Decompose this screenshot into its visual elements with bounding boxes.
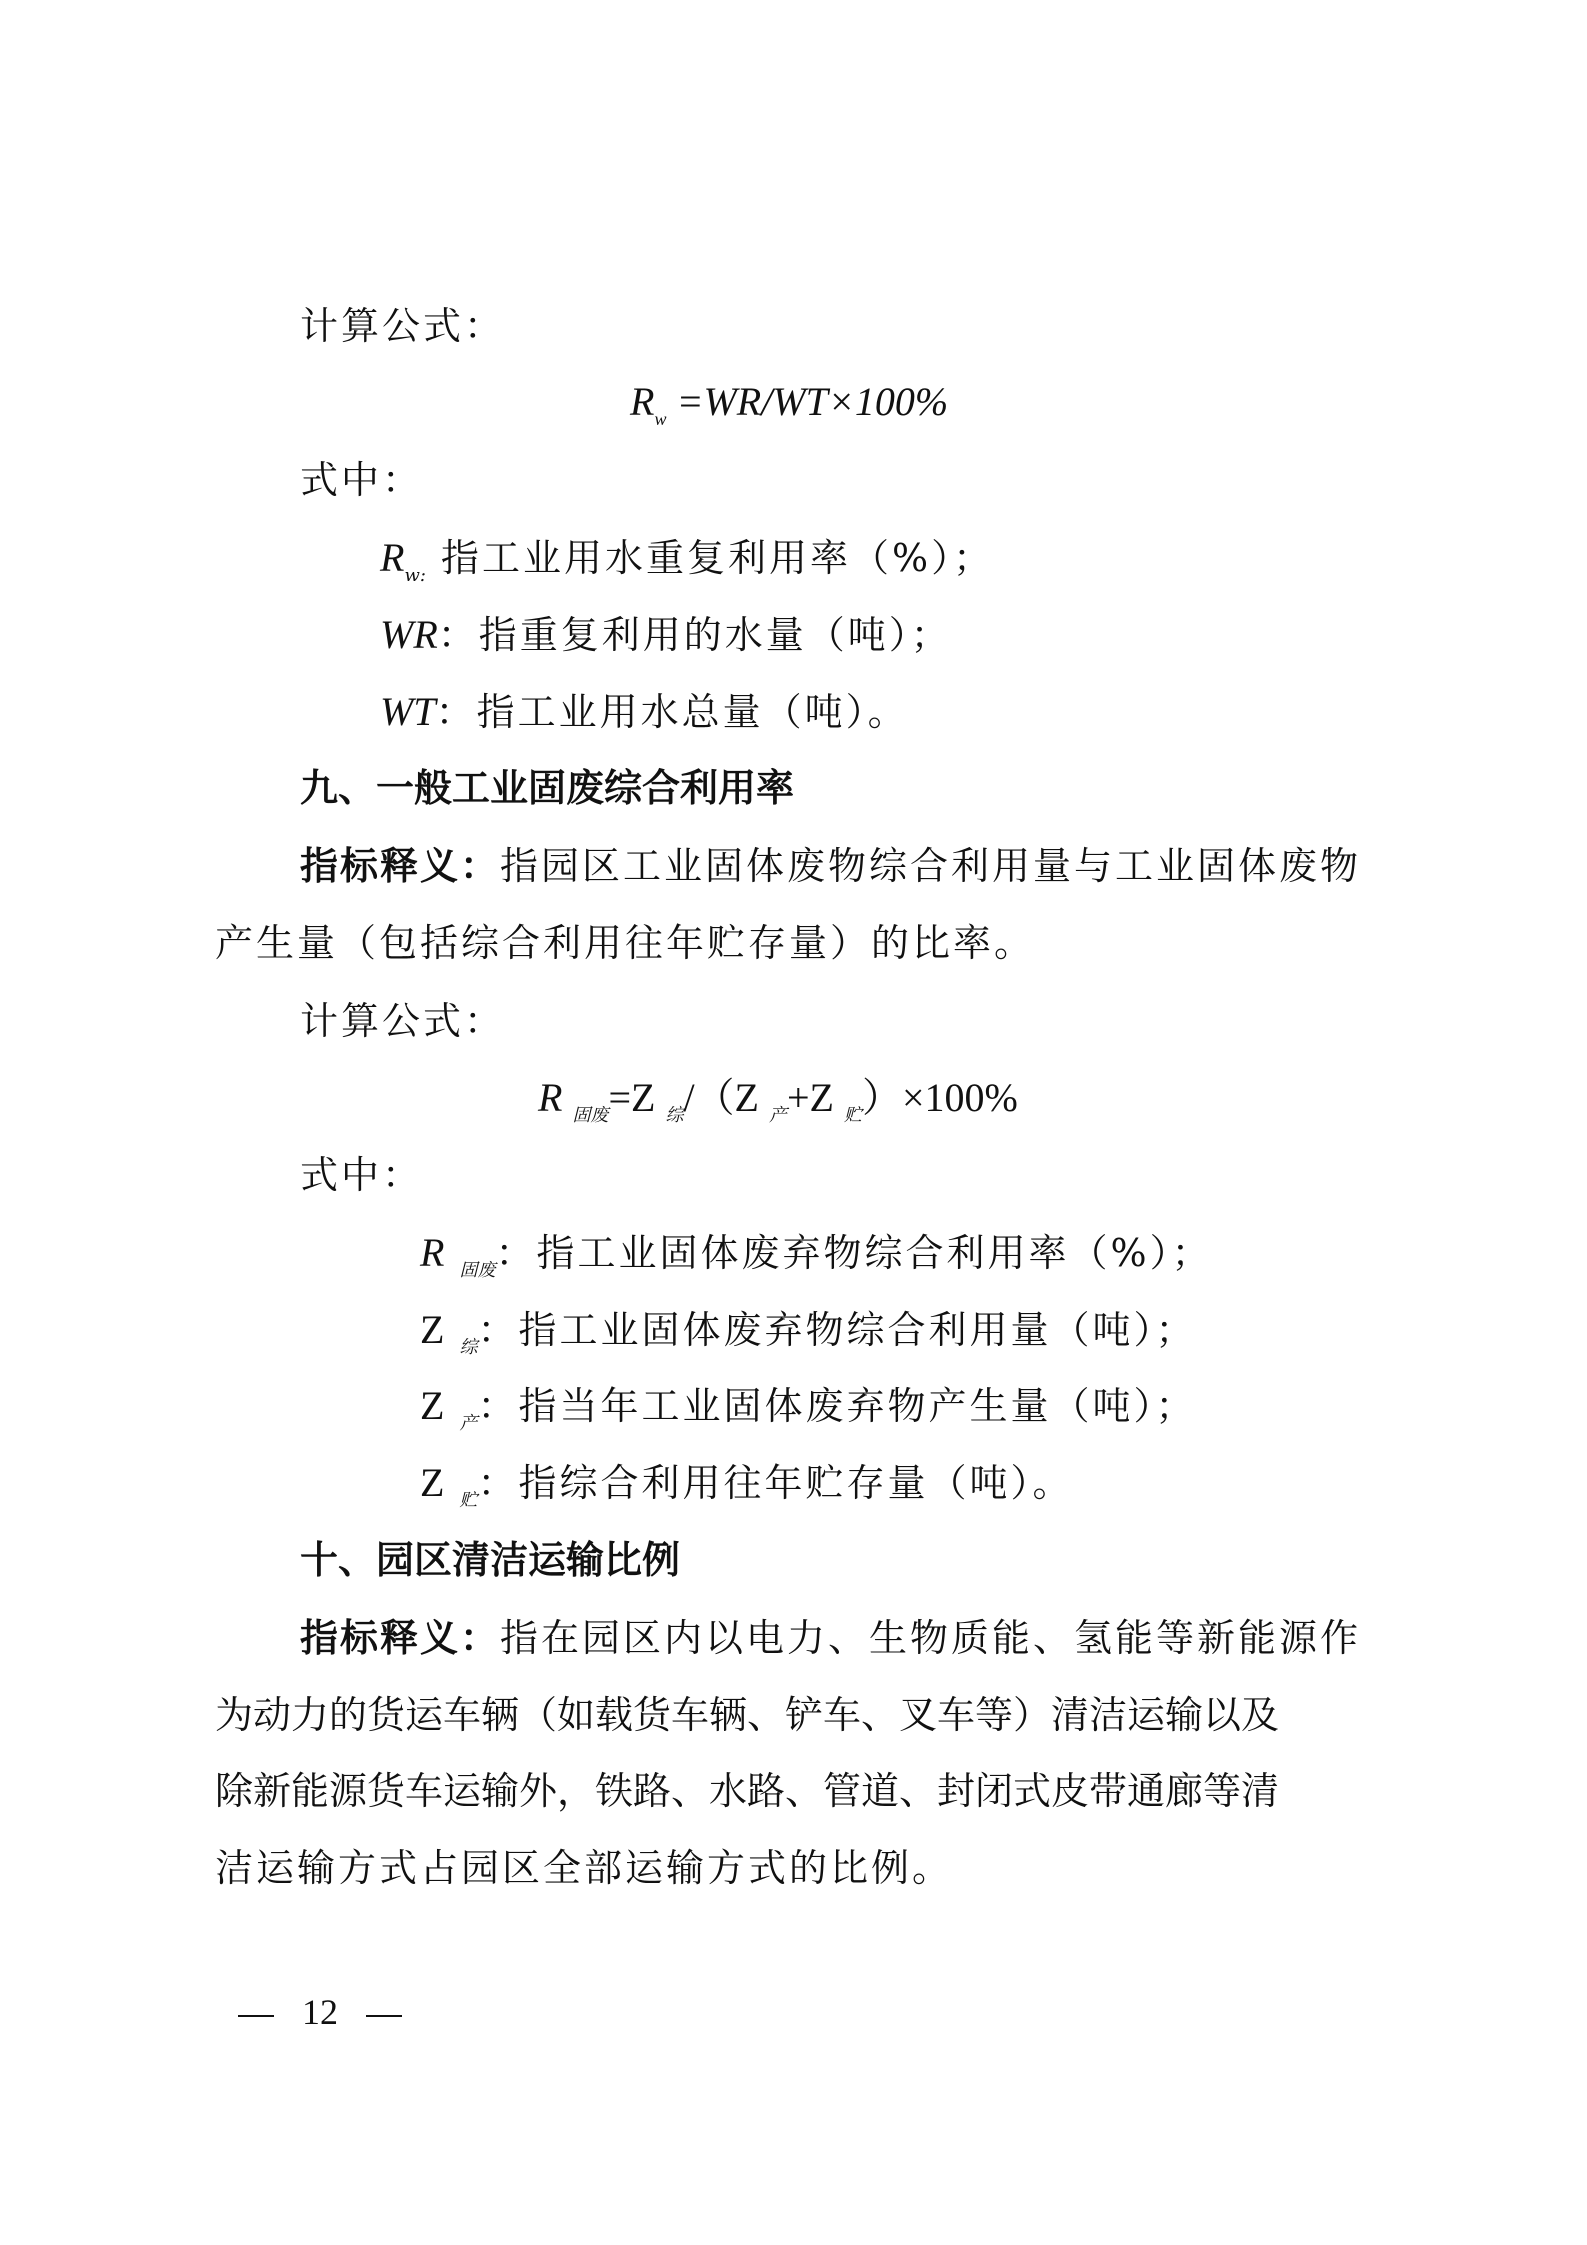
definition-text: ：指重复利用的水量（吨）； (437, 613, 952, 657)
symbol-subscript: 综 (459, 1337, 478, 1358)
symbol: WR (380, 612, 438, 657)
definition-wt (380, 688, 909, 736)
definition-text: ：指工业用水总量（吨）。 (435, 690, 909, 734)
formula-subscript: w (654, 409, 667, 429)
formula-part: /（Z (683, 1075, 759, 1120)
formula-subscript: 贮 (843, 1105, 862, 1125)
definition-label: 指标释义： (300, 1616, 501, 1660)
symbol: WT (380, 689, 436, 734)
definition-text: 指在园区内以电力、生物质能、氢能等新能源作 (500, 1616, 1362, 1660)
formula-part: =Z (608, 1075, 656, 1120)
definition-r-solid-waste (420, 1229, 1213, 1295)
formula-label: 计算公式： (300, 999, 506, 1043)
definition-rw (380, 534, 994, 600)
symbol: Z (420, 1307, 445, 1352)
formula-symbol: R (630, 379, 655, 424)
definition-paragraph-10-line4: 洁运输方式占园区全部运输方式的比例。 (215, 1846, 954, 1890)
page-number-value: 12 (302, 1992, 338, 2032)
definition-paragraph-9-line2: 产生量（包括综合利用往年贮存量）的比率。 (215, 921, 1036, 965)
formula-subscript: 综 (665, 1105, 684, 1125)
formula-part: ）×100% (861, 1075, 1018, 1120)
symbol: Z (420, 1383, 445, 1428)
definition-text: ：指工业固体废弃物综合利用率（%）； (495, 1231, 1213, 1275)
symbol-subscript: 产 (459, 1413, 478, 1434)
formula-water-reuse (630, 378, 948, 443)
section-heading-10: 十、园区清洁运输比例 (300, 1538, 681, 1582)
formula-solid-waste (538, 1074, 1018, 1139)
page-dash-left (238, 2015, 274, 2017)
definition-text: ：指工业固体废弃物综合利用量（吨）； (477, 1308, 1197, 1352)
where-label: 式中： (300, 1153, 424, 1197)
section-heading-9: 九、一般工业固废综合利用率 (300, 766, 795, 810)
symbol-subscript: 贮 (459, 1490, 478, 1511)
page-dash-right (366, 2015, 402, 2017)
formula-symbol: R (538, 1075, 563, 1120)
definition-paragraph-10-line2: 为动力的货运车辆（如载货车辆、铲车、叉车等）清洁运输以及 (215, 1693, 1280, 1737)
symbol: Z (420, 1460, 445, 1505)
formula-part: +Z (786, 1075, 834, 1120)
symbol-subscript: 固废 (459, 1260, 496, 1281)
definition-text: ：指综合利用往年贮存量（吨）。 (477, 1461, 1074, 1505)
definition-z-storage (420, 1459, 1074, 1525)
page-number (210, 1990, 430, 2034)
formula-subscript: 固废 (572, 1105, 609, 1125)
symbol: R (380, 535, 405, 580)
formula-expression: =WR/WT×100% (666, 379, 949, 424)
definition-paragraph-9-line1 (300, 842, 1385, 890)
symbol: R (420, 1230, 445, 1275)
definition-text: 指工业用水重复利用率（%）； (425, 536, 995, 580)
formula-label: 计算公式： (300, 304, 506, 348)
symbol-subscript: w: (404, 565, 426, 586)
definition-paragraph-10-line1 (300, 1614, 1361, 1662)
definition-text: 指园区工业固体废物综合利用量与工业固体废物 (500, 844, 1362, 888)
definition-label: 指标释义： (300, 844, 501, 888)
where-label: 式中： (300, 458, 424, 502)
definition-paragraph-10-line3: 除新能源货车运输外，铁路、水路、管道、封闭式皮带通廊等清 (215, 1769, 1280, 1813)
formula-subscript: 产 (768, 1105, 787, 1125)
definition-z-production (420, 1382, 1197, 1448)
definition-text: ：指当年工业固体废弃物产生量（吨）； (477, 1384, 1197, 1428)
definition-wr (380, 611, 952, 659)
definition-z-comprehensive (420, 1306, 1197, 1372)
